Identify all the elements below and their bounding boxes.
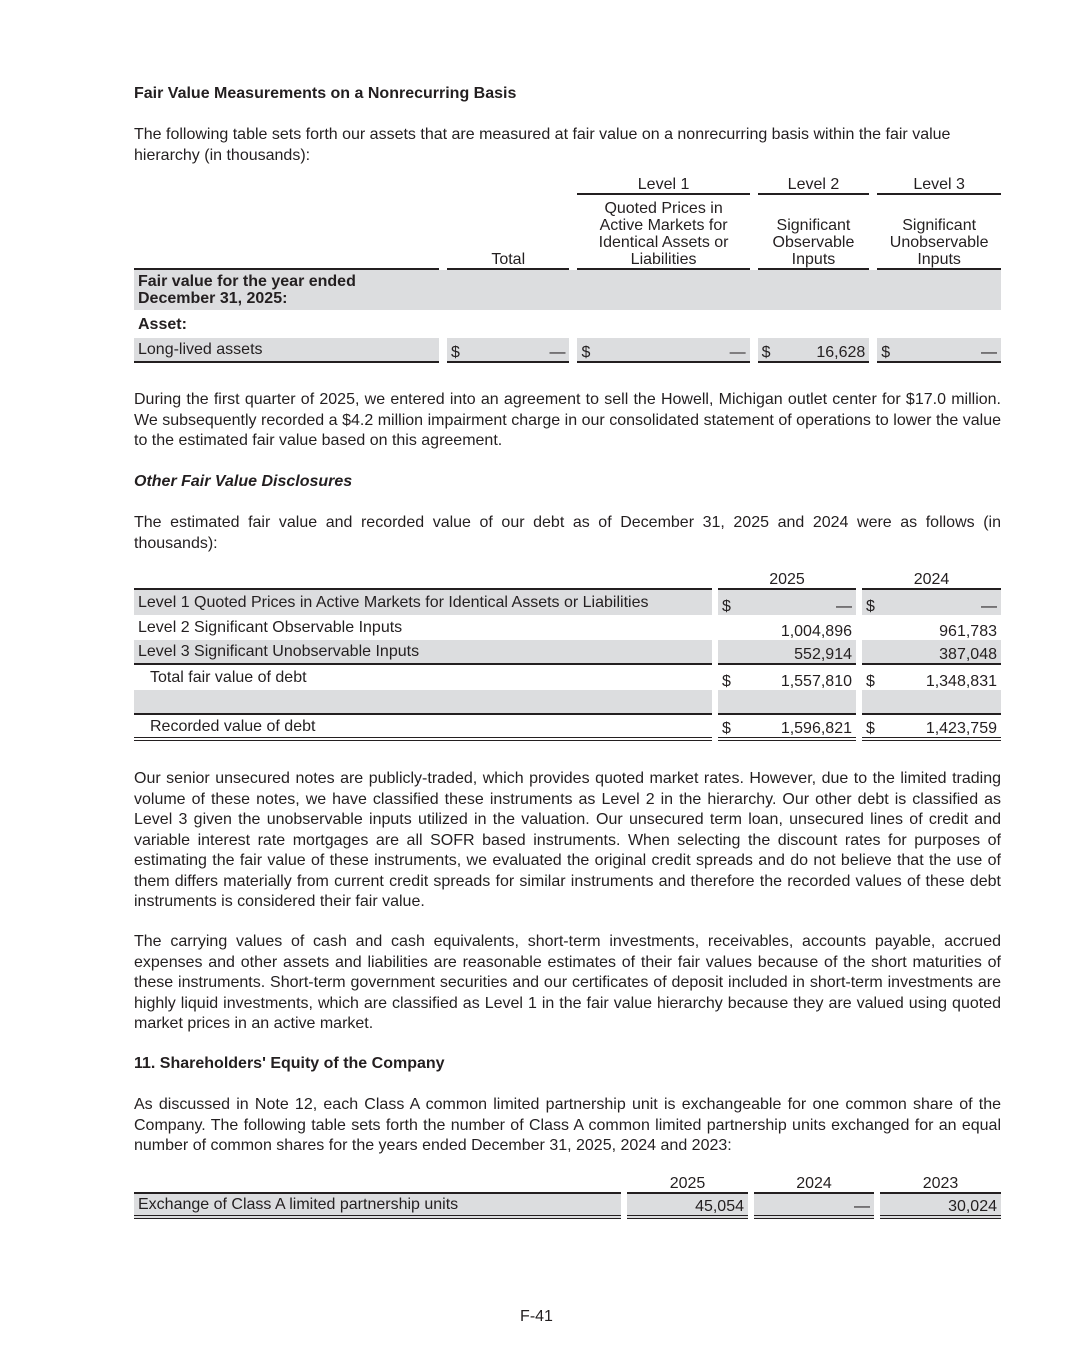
currency: $ (866, 673, 875, 690)
value-2025: 1,557,810 (780, 673, 852, 690)
table-row (134, 665, 1001, 690)
paragraph: As discussed in Note 12, each Class A common limited partnership unit is exchangeable for one common share of the Company. The following table sets forth the number of Class A common limited partnership units exchanged for an equal number of common shares for the years ended December 31, 2025, 2024 and 2023: (134, 1096, 1001, 1154)
value-2025: 1,596,821 (780, 720, 852, 737)
value-2024: 1,423,759 (925, 720, 997, 737)
row-label: Total fair value of debt (150, 669, 307, 686)
header-observable: Significant Observable Inputs (758, 195, 870, 270)
row-label: Recorded value of debt (134, 715, 712, 741)
header-2025: 2025 (718, 568, 856, 590)
paragraph: The following table sets forth our assets that are measured at fair value on a nonrecurring basis within the fair value hierarchy (in thousands): (134, 126, 951, 164)
header-2024: 2024 (862, 568, 1001, 590)
currency: $ (881, 344, 891, 361)
value-2024: — (981, 598, 997, 615)
currency: $ (866, 598, 875, 615)
header-2025: 2025 (627, 1172, 748, 1194)
row-label: Exchange of Class A limited partnership units (134, 1194, 621, 1219)
nonrecurring-fair-value-table (134, 173, 1001, 363)
paragraph: The estimated fair value and recorded value of our debt as of December 31, 2025 and 2024 were as follows (in thousands): (134, 514, 1001, 552)
value-2025: — (836, 598, 852, 615)
row-label: Level 2 Significant Observable Inputs (138, 619, 403, 636)
header-unobservable: Significant Unobservable Inputs (877, 195, 1001, 270)
section-heading: Fair Value Measurements on a Nonrecurring Basis (134, 85, 517, 102)
header-total: Total (447, 195, 570, 270)
value-2024: 1,348,831 (925, 673, 997, 690)
table-row (134, 590, 1001, 615)
debt-fair-value-table (134, 568, 1001, 741)
value-level-2: 16,628 (816, 344, 866, 361)
table-row (134, 640, 1001, 665)
row-label: Level 1 Quoted Prices in Active Markets for Identical Assets or Liabilities (134, 590, 712, 615)
currency: $ (722, 720, 731, 737)
currency: $ (761, 344, 771, 361)
subsection-label: Asset: (138, 315, 187, 333)
section-heading: 11. Shareholders' Equity of the Company (134, 1055, 445, 1072)
value-level-3: — (981, 344, 997, 361)
value-2024: 387,048 (862, 640, 1001, 665)
paragraph: During the first quarter of 2025, we entered into an agreement to sell the Howell, Michigan outlet center for $17.0 million. We subsequently recorded a $4.2 million impairment charge in our consolidated statement of operations to lower the value to the estimated fair value based on this agreement. (134, 391, 1001, 449)
paragraph: The carrying values of cash and cash equivalents, short-term investments, receivables, accounts payable, accrued expenses and other assets and liabilities are reasonable estimates of their fair values because of the short maturities of these instruments. Short-term government securities and our certificates of deposit included in short-term investments are highly liquid investments, which are classified as Level 1 in the fair value hierarchy because they are valued using quoted market prices in an active market. (134, 933, 1001, 1032)
table-row (134, 615, 1001, 640)
section-heading: Other Fair Value Disclosures (134, 473, 353, 490)
header-quoted-prices: Quoted Prices in Active Markets for Identical Assets or Liabilities (577, 195, 749, 270)
value-total: — (549, 344, 566, 361)
header-level-3: Level 3 (877, 173, 1001, 195)
table-row (134, 1194, 1001, 1219)
header-2023: 2023 (880, 1172, 1001, 1194)
paragraph: Our senior unsecured notes are publicly-traded, which provides quoted market rates. However, due to the limited trading volume of these notes, we have classified these instruments as Level 2 in the hierarchy. Our other debt is classified as Level 3 given the unobservable inputs utilized in the valuation. Our unsecured term loan, unsecured lines of credit and variable interest rate mortgages are all SOFR based instruments. When selecting the discount rates for purposes of estimating the fair value of these instruments, we evaluated the original credit spreads and do not believe that the use of them differs materially from current credit spreads for similar instruments and therefore the recorded values of these debt instruments is considered their fair value. (134, 770, 1001, 910)
row-label: Long-lived assets (134, 338, 439, 363)
currency: $ (866, 720, 875, 737)
unit-exchange-table (134, 1172, 1001, 1219)
value-level-1: — (729, 344, 746, 361)
value-2025: 45,054 (627, 1194, 748, 1219)
value-2023: 30,024 (880, 1194, 1001, 1219)
value-2024: 961,783 (939, 623, 997, 640)
value-2024: — (754, 1194, 874, 1219)
value-2025: 552,914 (718, 640, 856, 665)
row-label: Level 3 Significant Unobservable Inputs (134, 640, 712, 665)
table-row (134, 338, 1001, 363)
currency: $ (722, 673, 731, 690)
currency: $ (450, 344, 460, 361)
currency: $ (581, 344, 591, 361)
value-2025: 1,004,896 (780, 623, 852, 640)
table-row (134, 715, 1001, 741)
section-label: Fair value for the year ended December 31, 2025: (134, 270, 439, 310)
currency: $ (722, 598, 731, 615)
header-level-1: Level 1 (577, 173, 749, 195)
header-2024: 2024 (754, 1172, 874, 1194)
page-number: F-41 (520, 1308, 553, 1325)
header-level-2: Level 2 (758, 173, 870, 195)
